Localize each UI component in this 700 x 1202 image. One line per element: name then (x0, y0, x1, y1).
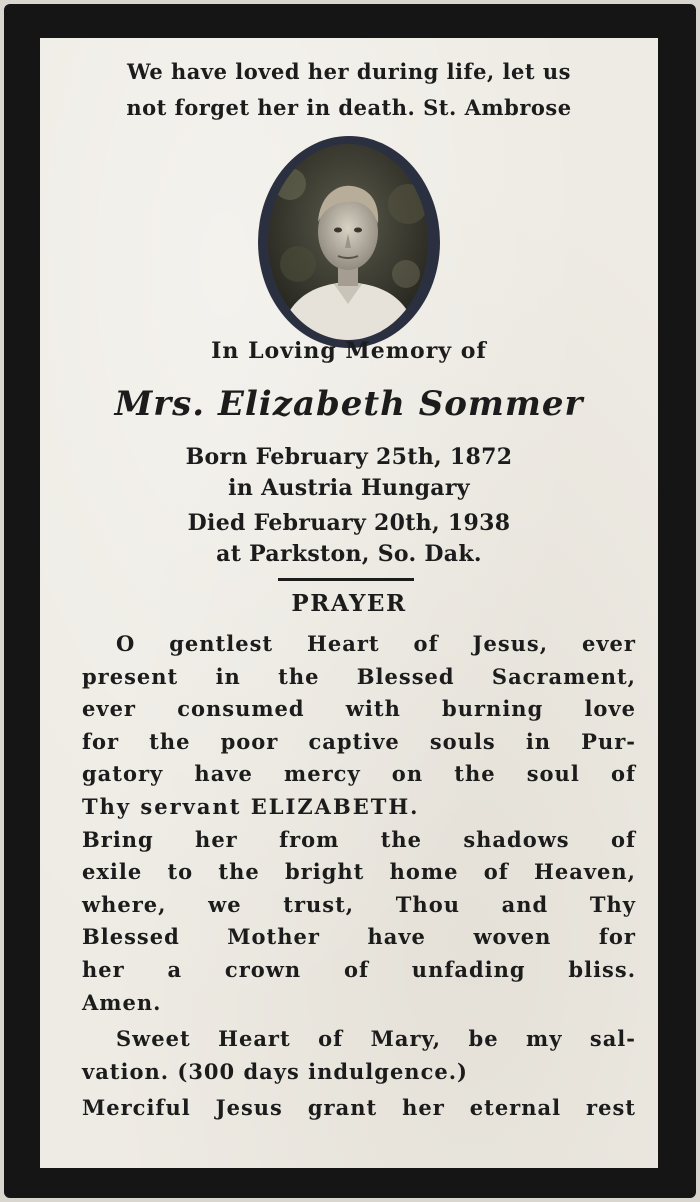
prayer-line: for the poor captive souls in Pur- (82, 728, 636, 754)
birth-date: Born February 25th, 1872 (185, 444, 513, 470)
prayer-title: PRAYER (291, 590, 407, 617)
card-panel (40, 38, 658, 1168)
prayer-line: her a crown of unfading bliss. (82, 956, 636, 982)
prayer-line: Amen. (82, 989, 162, 1015)
deceased-name: Mrs. Elizabeth Sommer (114, 384, 584, 424)
portrait-photo (268, 144, 428, 340)
epigraph-line-2: not forget her in death. St. Ambrose (126, 95, 572, 120)
closing-line: Merciful Jesus grant her eternal rest (82, 1095, 636, 1121)
portrait-frame (258, 136, 440, 348)
prayer-line: where, we trust, Thou and Thy (82, 891, 636, 917)
prayer-line: ever consumed with burning love (82, 696, 636, 722)
death-date: Died February 20th, 1938 (187, 510, 511, 536)
prayer-line: Blessed Mother have woven for (82, 924, 636, 950)
divider-rule (278, 578, 414, 581)
epigraph-line-1: We have loved her during life, let us (126, 59, 571, 84)
prayer-text (82, 628, 636, 1125)
prayer-line: present in the Blessed Sacrament, (82, 663, 636, 689)
invocation-line: vation. (300 days indulgence.) (82, 1058, 468, 1084)
birth-place: in Austria Hungary (228, 475, 470, 501)
prayer-line: Bring her from the shadows of (82, 826, 636, 852)
prayer-line: exile to the bright home of Heaven, (82, 859, 636, 885)
prayer-line: gatory have mercy on the soul of (82, 761, 636, 787)
death-place: at Parkston, So. Dak. (216, 541, 482, 567)
portrait-image (268, 144, 428, 340)
memory-heading: In Loving Memory of (211, 338, 487, 364)
invocation-line: Sweet Heart of Mary, be my sal- (116, 1026, 636, 1052)
prayer-line: Thy servant ELIZABETH. (82, 793, 420, 819)
memorial-card (4, 4, 696, 1198)
prayer-line: O gentlest Heart of Jesus, ever (116, 631, 636, 656)
